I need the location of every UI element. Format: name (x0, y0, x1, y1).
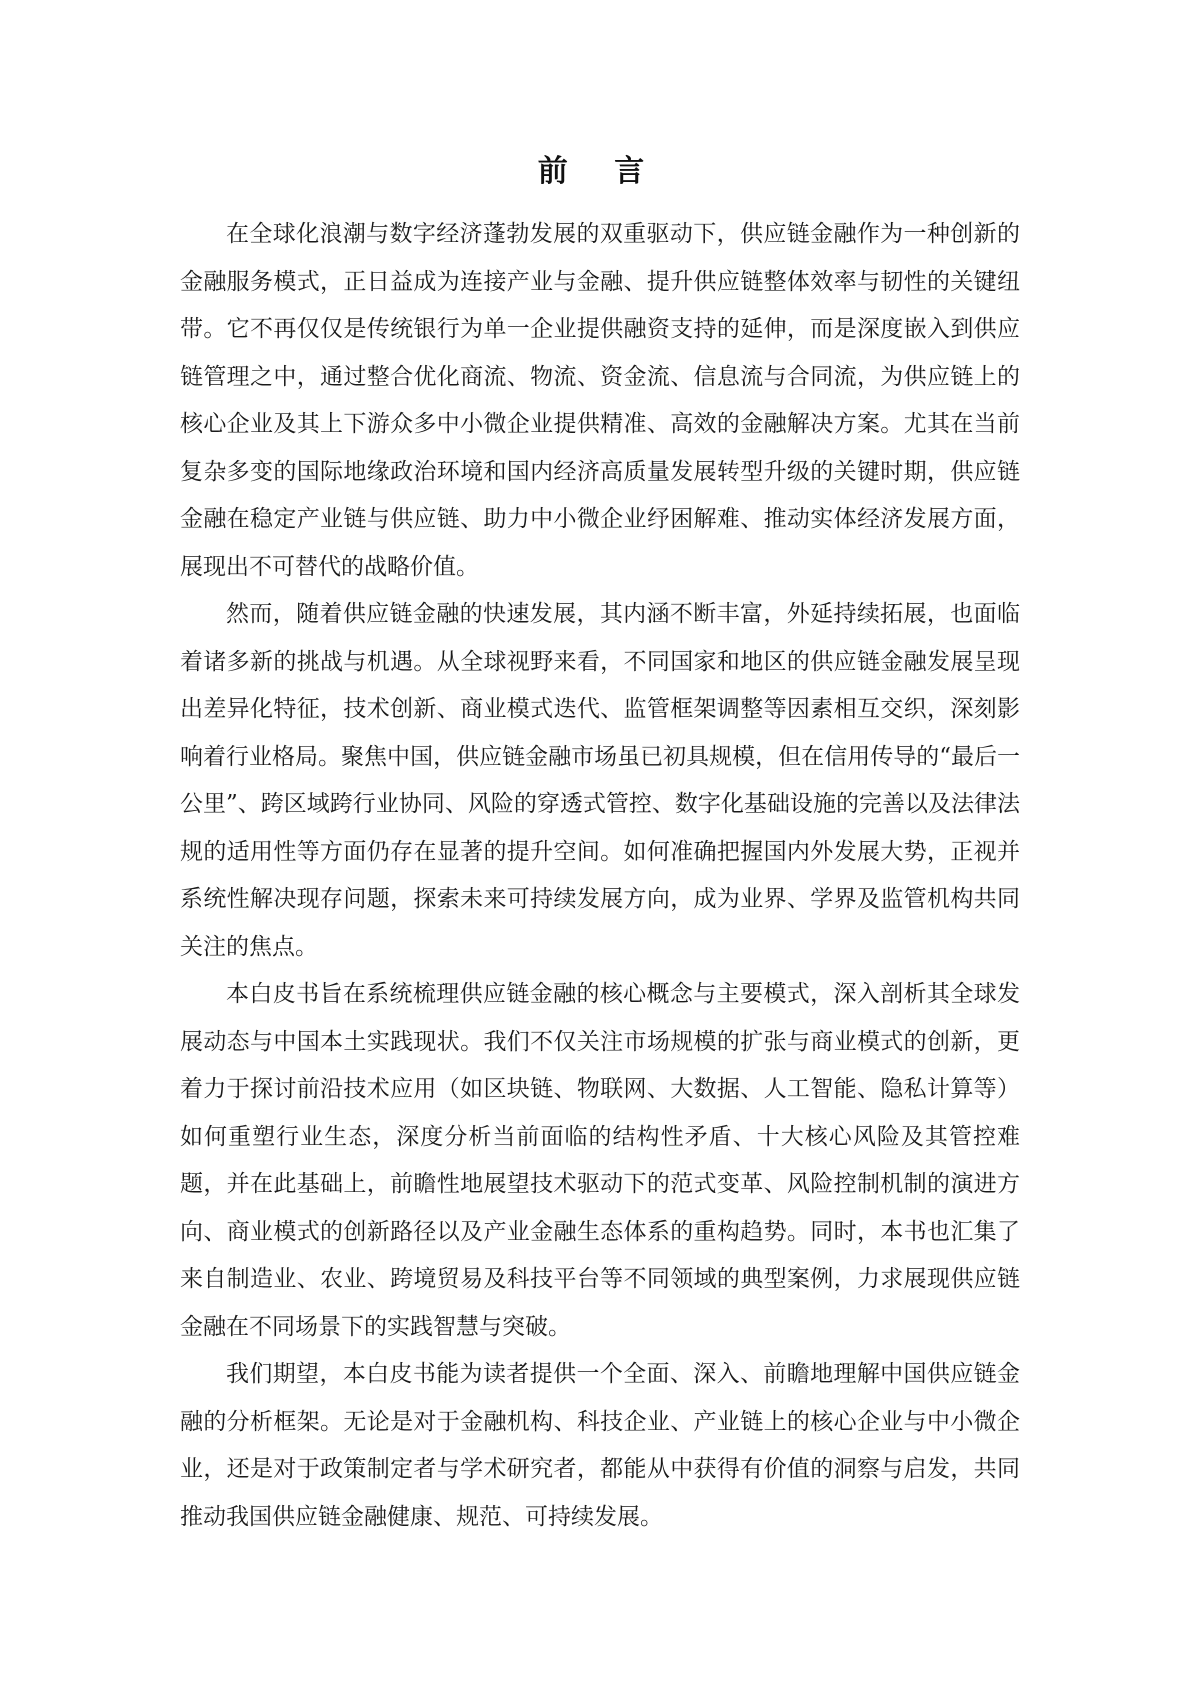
paragraph-2: 然而，随着供应链金融的快速发展，其内涵不断丰富，外延持续拓展，也面临着诸多新的挑战与机遇。从全球视野来看，不同国家和地区的供应链金融发展呈现出差异化特征，技术创新、商业模式迭代、监管框架调整等因素相互交织，深刻影响着行业格局。聚焦中国，供应链金融市场虽已初具规模，但在信用传导的“最后一公里”、跨区域跨行业协同、风险的穿透式管控、数字化基础设施的完善以及法律法规的适用性等方面仍存在显著的提升空间。如何准确把握国内外发展大势，正视并系统性解决现存问题，探索未来可持续发展方向，成为业界、学界及监管机构共同关注的焦点。 (180, 601, 1020, 960)
paragraph-1: 在全球化浪潮与数字经济蓬勃发展的双重驱动下，供应链金融作为一种创新的金融服务模式，正日益成为连接产业与金融、提升供应链整体效率与韧性的关键纽带。它不再仅仅是传统银行为单一企业提供融资支持的延伸，而是深度嵌入到供应链管理之中，通过整合优化商流、物流、资金流、信息流与合同流，为供应链上的核心企业及其上下游众多中小微企业提供精准、高效的金融解决方案。尤其在当前复杂多变的国际地缘政治环境和国内经济高质量发展转型升级的关键时期，供应链金融在稳定产业链与供应链、助力中小微企业纾困解难、推动实体经济发展方面，展现出不可替代的战略价值。 (180, 221, 1020, 580)
paragraph-4: 我们期望，本白皮书能为读者提供一个全面、深入、前瞻地理解中国供应链金融的分析框架。无论是对于金融机构、科技企业、产业链上的核心企业与中小微企业，还是对于政策制定者与学术研究者，都能从中获得有价值的洞察与启发，共同推动我国供应链金融健康、规范、可持续发展。 (180, 1361, 1020, 1530)
page-title: 前 言 (537, 154, 663, 189)
preface-body (180, 211, 1020, 1541)
paragraph-3: 本白皮书旨在系统梳理供应链金融的核心概念与主要模式，深入剖析其全球发展动态与中国本土实践现状。我们不仅关注市场规模的扩张与商业模式的创新，更着力于探讨前沿技术应用（如区块链、物联网、大数据、人工智能、隐私计算等）如何重塑行业生态，深度分析当前面临的结构性矛盾、十大核心风险及其管控难题，并在此基础上，前瞻性地展望技术驱动下的范式变革、风险控制机制的演进方向、商业模式的创新路径以及产业金融生态体系的重构趋势。同时，本书也汇集了来自制造业、农业、跨境贸易及科技平台等不同领域的典型案例，力求展现供应链金融在不同场景下的实践智慧与突破。 (180, 981, 1020, 1340)
